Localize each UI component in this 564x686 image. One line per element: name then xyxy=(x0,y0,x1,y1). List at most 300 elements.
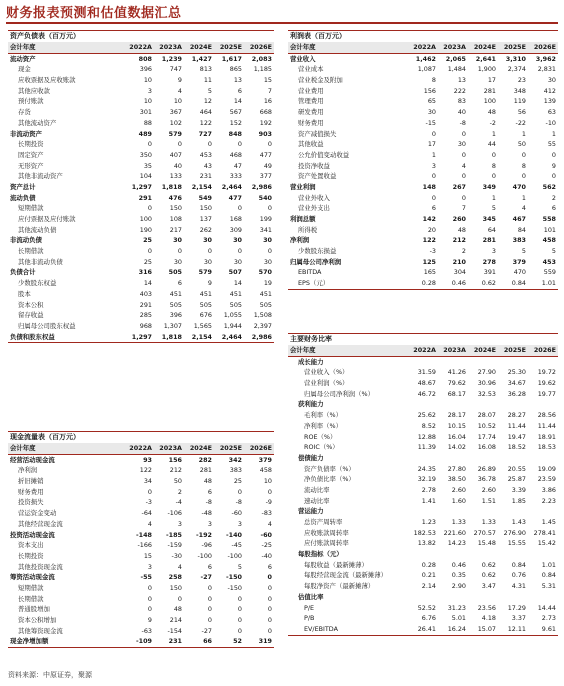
cell-value: 32.53 xyxy=(477,389,496,398)
row-label: 营运能力 xyxy=(298,507,324,516)
cell-value: 217 xyxy=(169,225,182,234)
cell-value: 0 xyxy=(207,605,212,614)
table-row xyxy=(8,118,274,129)
row-label: 普通股增加 xyxy=(18,605,50,614)
cell-value: 11.39 xyxy=(417,443,436,452)
cell-value: 0 xyxy=(267,605,272,614)
row-label: 存货 xyxy=(18,108,31,117)
cell-value: 464 xyxy=(199,108,212,117)
balance-sheet-table xyxy=(8,30,274,343)
cell-value: 122 xyxy=(199,118,212,127)
cell-value: 15.55 xyxy=(507,539,526,548)
table-row xyxy=(8,636,274,648)
row-label: 资产总计 xyxy=(10,182,36,191)
cell-value: 1.85 xyxy=(511,496,526,505)
cell-value: 2,154 xyxy=(191,182,212,191)
table-row xyxy=(288,267,558,278)
cell-value: 8.52 xyxy=(421,421,436,430)
year-header: 2022A xyxy=(129,444,152,452)
year-header: 2023A xyxy=(443,346,466,354)
cell-value: 0 xyxy=(237,487,242,496)
cell-value: -2 xyxy=(489,118,496,127)
cell-value: -45 xyxy=(231,541,242,550)
table-header-row xyxy=(288,42,558,54)
table-row xyxy=(8,182,274,193)
cell-value: 48 xyxy=(203,477,212,486)
cell-value: 16.04 xyxy=(447,432,466,441)
cell-value: 12.11 xyxy=(507,624,526,633)
cell-value: 2 xyxy=(551,193,556,202)
cell-value: 6 xyxy=(177,279,182,288)
cell-value: 458 xyxy=(259,466,272,475)
cell-value: -40 xyxy=(261,551,272,560)
cell-value: 540 xyxy=(258,193,272,202)
cell-value: 676 xyxy=(199,311,212,320)
year-header: 2023A xyxy=(443,43,466,51)
cell-value: 403 xyxy=(139,289,152,298)
cell-value: 567 xyxy=(229,108,242,117)
row-label: 公允价值变动收益 xyxy=(298,150,350,159)
cell-value: 15 xyxy=(143,551,152,560)
cell-value: -150 xyxy=(227,583,242,592)
cell-value: 3 xyxy=(147,562,152,571)
cell-value: 50 xyxy=(173,477,182,486)
cell-value: 152 xyxy=(229,118,242,127)
row-label: 净负债比率（%） xyxy=(304,475,355,484)
cell-value: 0 xyxy=(551,172,556,181)
table-row xyxy=(8,214,274,225)
cell-value: 5 xyxy=(491,204,496,213)
cell-value: 30 xyxy=(233,257,242,266)
cell-value: 350 xyxy=(139,150,152,159)
cell-value: 3.37 xyxy=(511,614,526,623)
cell-value: 24.35 xyxy=(417,464,436,473)
cell-value: 79.62 xyxy=(447,379,466,388)
cell-value: 30 xyxy=(173,257,182,266)
cell-value: 30.96 xyxy=(477,379,496,388)
cell-value: 451 xyxy=(169,289,182,298)
cell-value: 0.46 xyxy=(451,560,466,569)
cell-value: 0 xyxy=(237,204,242,213)
table-row xyxy=(8,193,274,204)
cell-value: -22 xyxy=(515,118,526,127)
cell-value: 559 xyxy=(543,268,556,277)
table-row xyxy=(288,581,558,592)
cell-value: -60 xyxy=(260,530,272,539)
table-row xyxy=(8,96,274,107)
row-label: 资本公积 xyxy=(18,300,44,309)
cell-value: 453 xyxy=(199,150,212,159)
cell-value: 9 xyxy=(551,161,556,170)
cell-value: 278 xyxy=(482,257,496,266)
cell-value: -3 xyxy=(145,498,152,507)
cell-value: 558 xyxy=(542,215,556,223)
table-row xyxy=(8,332,274,344)
row-label: 现金净增加额 xyxy=(10,637,49,646)
table-row xyxy=(8,225,274,236)
cell-value: 31.23 xyxy=(447,603,466,612)
cell-value: 579 xyxy=(198,268,212,277)
cell-value: 12.88 xyxy=(417,432,436,441)
row-label: P/E xyxy=(304,603,315,612)
cell-value: 1,508 xyxy=(253,311,272,320)
cell-value: 1,484 xyxy=(447,65,466,74)
table-row xyxy=(288,225,558,236)
cell-value: 30 xyxy=(173,236,182,245)
cell-value: 0.84 xyxy=(541,571,556,580)
cell-value: 20 xyxy=(427,225,436,234)
row-label: 其他非流动负债 xyxy=(18,257,63,266)
cell-value: 48 xyxy=(487,108,496,117)
cell-value: 0.84 xyxy=(511,279,526,288)
cell-value: -140 xyxy=(226,530,242,539)
cell-value: 0 xyxy=(431,129,436,138)
cell-value: 451 xyxy=(199,289,212,298)
cell-value: 104 xyxy=(139,172,152,181)
cell-value: 55 xyxy=(547,140,556,149)
cell-value: 210 xyxy=(452,257,466,266)
cell-value: 4 xyxy=(147,519,152,528)
cell-value: 1.45 xyxy=(541,518,556,526)
cell-value: 0 xyxy=(207,594,212,603)
cell-value: 40 xyxy=(457,108,466,117)
cell-value: 165 xyxy=(423,268,436,277)
year-header: 2024E xyxy=(189,43,212,51)
table-row xyxy=(288,86,558,97)
cell-value: 150 xyxy=(199,204,212,213)
row-label: EPS（元） xyxy=(298,279,330,288)
cell-value: 3 xyxy=(431,161,436,170)
cell-value: 570 xyxy=(258,268,272,277)
cell-value: -192 xyxy=(196,530,212,539)
row-label: 应付票据及应付账款 xyxy=(18,215,76,223)
table-row xyxy=(288,592,558,603)
row-label: 应付账款周转率 xyxy=(304,539,349,548)
cell-value: 505 xyxy=(199,300,212,309)
row-label: ROE（%） xyxy=(304,432,337,441)
cell-value: 468 xyxy=(229,150,242,159)
cell-value: 17 xyxy=(427,140,436,149)
cell-value: 2,083 xyxy=(251,54,272,63)
cell-value: 52 xyxy=(233,637,242,646)
cell-value: 8 xyxy=(521,161,526,170)
cell-value: 349 xyxy=(482,182,496,191)
cell-value: -159 xyxy=(167,541,182,550)
cell-value: 262 xyxy=(199,225,212,234)
cell-value: 38.50 xyxy=(447,475,466,484)
cell-value: 156 xyxy=(168,455,182,464)
cell-value: 9 xyxy=(207,279,212,288)
table-row xyxy=(288,64,558,75)
cell-value: 3.47 xyxy=(481,582,496,591)
cell-value: 11.44 xyxy=(507,421,526,430)
cell-value: -55 xyxy=(140,573,152,582)
cell-value: 26.89 xyxy=(477,464,496,473)
cell-value: 133 xyxy=(169,172,182,181)
cell-value: 11.44 xyxy=(537,421,556,430)
cell-value: 2,154 xyxy=(191,332,212,341)
cell-value: 477 xyxy=(259,150,272,159)
row-label: 负债和股东权益 xyxy=(10,332,55,341)
cell-value: 2,374 xyxy=(507,65,526,74)
table-row xyxy=(288,357,558,368)
cell-value: 34 xyxy=(143,477,152,486)
cell-value: 2,464 xyxy=(221,332,242,341)
cell-value: 379 xyxy=(258,455,272,464)
cell-value: 25 xyxy=(233,477,242,486)
table-row xyxy=(288,203,558,214)
cell-value: 0.62 xyxy=(481,560,496,569)
cell-value: 1,185 xyxy=(253,65,272,74)
row-label: 偿债能力 xyxy=(298,453,324,462)
table-row xyxy=(288,624,558,636)
cell-value: 119 xyxy=(513,97,526,106)
table-row xyxy=(288,118,558,129)
cell-value: 2.14 xyxy=(421,582,436,591)
cell-value: -63 xyxy=(141,626,152,635)
cell-value: 0 xyxy=(207,616,212,624)
cell-value: -185 xyxy=(166,530,182,539)
row-label: 管理费用 xyxy=(298,97,324,106)
table-header-row xyxy=(8,443,274,455)
cell-value: 5.01 xyxy=(451,614,466,623)
cell-value: 0 xyxy=(147,605,152,614)
cell-value: 5 xyxy=(521,247,526,256)
table-row xyxy=(288,214,558,225)
cell-value: 148 xyxy=(422,182,436,191)
cell-value: 192 xyxy=(259,118,272,127)
table-row xyxy=(8,278,274,289)
cell-value: 1 xyxy=(551,129,556,138)
cell-value: 0 xyxy=(177,594,182,603)
row-label: 速动比率 xyxy=(304,496,330,505)
cell-value: 0 xyxy=(461,150,466,159)
cell-value: 345 xyxy=(482,215,496,223)
cell-value: 6 xyxy=(237,86,242,95)
cell-value: 231 xyxy=(168,637,182,646)
cell-value: 0 xyxy=(147,247,152,256)
cell-value: 52.52 xyxy=(417,603,436,612)
cell-value: 4.18 xyxy=(481,614,496,623)
cell-value: 0 xyxy=(147,140,152,149)
year-header: 2024E xyxy=(473,346,496,354)
cell-value: 6 xyxy=(207,562,212,571)
cell-value: 27.90 xyxy=(477,368,496,377)
table-row xyxy=(288,613,558,624)
cell-value: 467 xyxy=(512,215,526,223)
table-row xyxy=(8,508,274,519)
cell-value: 5 xyxy=(207,86,212,95)
cell-value: 64 xyxy=(487,225,496,234)
cell-value: -148 xyxy=(136,530,152,539)
row-label: 其他流动负债 xyxy=(18,225,57,234)
row-label: 每股经营现金流（最新摊薄） xyxy=(304,571,388,580)
cell-value: 65 xyxy=(427,97,436,106)
cell-value: 0 xyxy=(267,140,272,149)
cell-value: 18.53 xyxy=(537,443,556,452)
row-label: 营运资金变动 xyxy=(18,509,57,518)
cell-value: 212 xyxy=(169,466,182,475)
cell-value: 25 xyxy=(143,236,152,245)
year-header: 2022A xyxy=(413,43,436,51)
cell-value: 6 xyxy=(267,562,272,571)
cell-value: 6.76 xyxy=(421,614,436,623)
cell-value: 19.47 xyxy=(507,432,526,441)
cell-value: 342 xyxy=(228,455,242,464)
table-row xyxy=(8,487,274,498)
cell-value: 31.59 xyxy=(417,368,436,377)
table-header-row xyxy=(8,42,274,54)
cell-value: 2,986 xyxy=(251,182,272,191)
row-label: 短期借款 xyxy=(18,204,44,213)
cell-value: 0 xyxy=(177,247,182,256)
cell-value: 4 xyxy=(521,204,526,213)
cell-value: 0 xyxy=(267,626,272,635)
cell-value: 1,818 xyxy=(161,182,182,191)
cell-value: 0 xyxy=(461,129,466,138)
row-label: 投资活动现金流 xyxy=(10,530,55,539)
cell-value: 30 xyxy=(233,236,242,245)
cell-value: 0 xyxy=(461,193,466,202)
cell-value: 377 xyxy=(259,172,272,181)
row-label: 净利率（%） xyxy=(304,421,343,430)
year-header: 2022A xyxy=(413,346,436,354)
cell-value: 747 xyxy=(169,65,182,74)
cell-value: 1,297 xyxy=(131,182,152,191)
cell-value: -25 xyxy=(261,541,272,550)
cell-value: 16.24 xyxy=(447,624,466,633)
cell-value: 3 xyxy=(207,519,212,528)
table-row xyxy=(288,517,558,528)
cell-value: 0.84 xyxy=(511,560,526,569)
table-row xyxy=(288,560,558,571)
cell-value: -4 xyxy=(175,498,182,507)
cell-value: 267 xyxy=(452,182,466,191)
year-header: 2023A xyxy=(159,444,182,452)
cell-value: 168 xyxy=(229,215,242,223)
cell-value: 36.28 xyxy=(507,389,526,398)
cell-value: -9 xyxy=(265,498,272,507)
cell-value: 16 xyxy=(263,97,272,106)
row-label: 长期借款 xyxy=(18,594,44,603)
cell-value: 668 xyxy=(259,108,272,117)
cell-value: 260 xyxy=(452,215,466,223)
cell-value: -100 xyxy=(197,551,212,560)
table-row xyxy=(288,161,558,172)
cell-value: 579 xyxy=(168,129,182,138)
table-row xyxy=(8,235,274,246)
cell-value: 0.28 xyxy=(421,279,436,288)
row-label: 营业税金及附加 xyxy=(298,76,343,85)
cell-value: 276.90 xyxy=(503,528,526,537)
row-label: 资本支出 xyxy=(18,541,44,550)
cell-value: 0 xyxy=(267,616,272,624)
cell-value: 19.09 xyxy=(537,464,556,473)
table-row xyxy=(8,86,274,97)
table-row xyxy=(8,161,274,172)
cell-value: 14.23 xyxy=(447,539,466,548)
cell-value: 15 xyxy=(263,76,272,85)
cell-value: 19.77 xyxy=(537,389,556,398)
table-row xyxy=(288,464,558,475)
cell-value: -60 xyxy=(231,509,242,518)
cell-value: 5 xyxy=(551,247,556,256)
cell-value: 0 xyxy=(431,193,436,202)
cell-value: 505 xyxy=(168,268,182,277)
cell-value: 137 xyxy=(199,215,212,223)
table-title: 资产负债表（百万元） xyxy=(8,30,274,42)
row-label: 毛利率（%） xyxy=(304,411,343,420)
cell-value: 0 xyxy=(237,616,242,624)
cell-value: 14 xyxy=(233,279,242,288)
cell-value: -154 xyxy=(167,626,182,635)
cell-value: 2,641 xyxy=(475,54,496,63)
cell-value: 5.31 xyxy=(541,582,556,591)
table-row xyxy=(288,96,558,107)
cell-value: 0 xyxy=(207,140,212,149)
cell-value: 34.67 xyxy=(507,379,526,388)
table-row xyxy=(288,506,558,517)
cell-value: 0 xyxy=(237,605,242,614)
cell-value: 14 xyxy=(233,97,242,106)
cell-value: 214 xyxy=(169,616,182,624)
year-header: 2024E xyxy=(473,43,496,51)
row-label: EBITDA xyxy=(298,268,322,277)
cell-value: 25 xyxy=(143,257,152,266)
title-rule xyxy=(6,22,558,24)
table-title: 主要财务比率 xyxy=(288,333,558,345)
cell-value: 2.78 xyxy=(421,485,436,494)
table-header-row xyxy=(288,345,558,357)
cell-value: 1,462 xyxy=(415,54,436,63)
cell-value: 221.60 xyxy=(443,528,466,537)
row-label: 营业利润（%） xyxy=(304,379,349,388)
cell-value: 231 xyxy=(199,172,212,181)
cell-value: 17 xyxy=(487,76,496,85)
cell-value: 49 xyxy=(263,161,272,170)
table-row xyxy=(8,129,274,140)
cell-value: 32.19 xyxy=(417,475,436,484)
year-header: 2025E xyxy=(219,43,242,51)
row-label: 非流动资产 xyxy=(10,129,42,138)
cell-value: 341 xyxy=(259,225,272,234)
cell-value: 47 xyxy=(233,161,242,170)
table-row xyxy=(288,528,558,539)
cell-value: 23.59 xyxy=(537,475,556,484)
table-row xyxy=(8,497,274,508)
cell-value: 2,986 xyxy=(251,332,272,341)
cell-value: 2,464 xyxy=(221,182,242,191)
row-label: 其他筹资现金流 xyxy=(18,626,63,635)
cell-value: 412 xyxy=(543,86,556,95)
year-header: 2023A xyxy=(159,43,182,51)
cell-value: 0 xyxy=(147,594,152,603)
header-label: 会计年度 xyxy=(10,444,36,452)
cell-value: 348 xyxy=(513,86,526,95)
cell-value: 2 xyxy=(177,487,182,496)
cell-value: 3 xyxy=(237,519,242,528)
cell-value: -150 xyxy=(226,573,242,582)
cell-value: 0 xyxy=(491,150,496,159)
row-label: 其他收益 xyxy=(298,140,324,149)
row-label: 资产负债率（%） xyxy=(304,464,355,473)
cell-value: 28.56 xyxy=(537,411,556,420)
row-label: 流动负债 xyxy=(10,193,36,202)
table-row xyxy=(288,410,558,421)
cell-value: 1 xyxy=(521,193,526,202)
cell-value: 0.28 xyxy=(421,560,436,569)
cell-value: -27 xyxy=(200,573,212,582)
